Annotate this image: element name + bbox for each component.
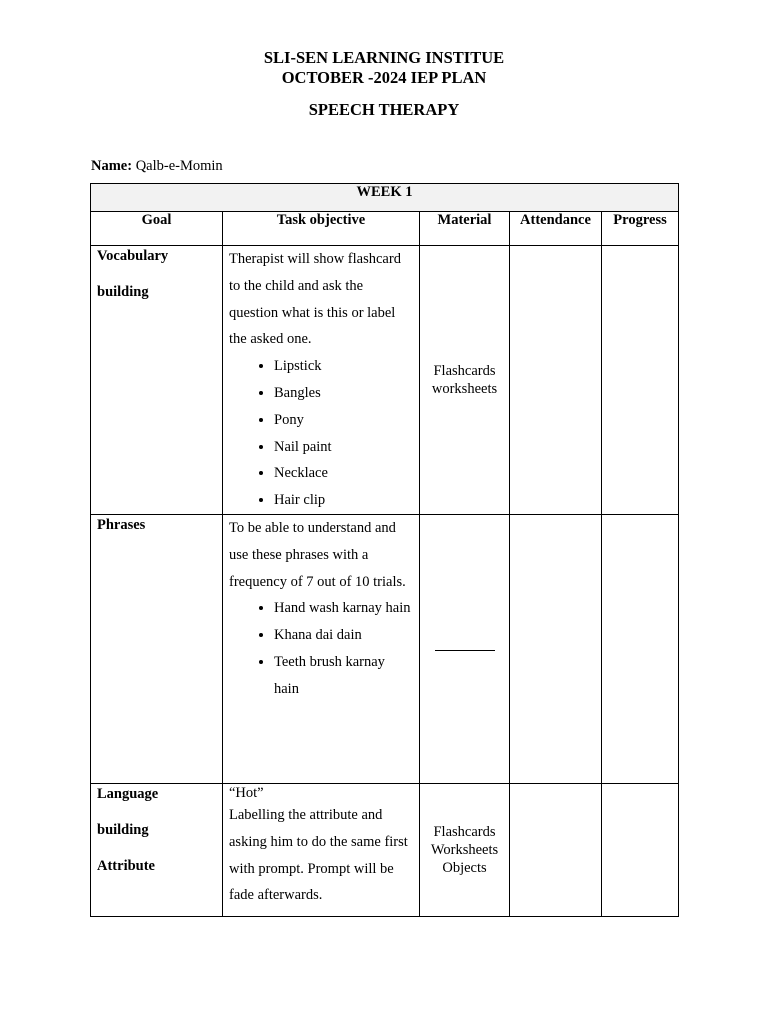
subject-title: SPEECH THERAPY (308, 100, 460, 119)
attendance-cell (510, 783, 602, 916)
progress-cell (602, 514, 679, 783)
goal-line: Phrases (97, 516, 146, 533)
attendance-cell (510, 514, 602, 783)
col-material: Material (420, 212, 510, 246)
list-item: • Lipstick (274, 353, 413, 380)
plan-title: OCTOBER -2024 IEP PLAN (281, 68, 487, 87)
material-cell (420, 783, 510, 916)
progress-cell (602, 783, 679, 916)
iep-table (90, 183, 679, 917)
task-intro: Therapist will show flashcard to the child and ask the question what is this or label the asked one. (229, 251, 401, 348)
week-row (91, 184, 679, 212)
material-cell (420, 246, 510, 515)
table-row (91, 246, 679, 515)
goal-line: Attribute (97, 857, 155, 874)
column-header-row (91, 212, 679, 246)
list-item: • Pony (274, 407, 413, 434)
goal-line: Language (97, 785, 159, 802)
list-item: • Khana dai dain (274, 622, 413, 649)
goal-line: Vocabulary (97, 248, 169, 264)
material-line: Objects (442, 859, 487, 876)
task-cell (223, 783, 420, 916)
progress-cell (602, 246, 679, 515)
list-item: • Necklace (274, 460, 413, 487)
material-line: Flashcards (433, 823, 496, 840)
task-list (229, 595, 413, 702)
list-item: • Bangles (274, 380, 413, 407)
col-goal: Goal (91, 212, 223, 246)
institute-title: SLI-SEN LEARNING INSTITUE (263, 48, 505, 67)
task-list (229, 353, 413, 514)
list-item: • Hair clip (274, 487, 413, 514)
material-line: Worksheets (430, 841, 499, 858)
table-row (91, 783, 679, 916)
attendance-cell (510, 246, 602, 515)
col-attendance: Attendance (510, 212, 602, 246)
list-item: • Nail paint (274, 434, 413, 461)
blank-line (435, 649, 495, 651)
material-line: Flashcards (433, 362, 496, 379)
student-name-line (91, 157, 223, 175)
goal-line: building (97, 284, 149, 300)
col-progress: Progress (602, 212, 679, 246)
name-value: Qalb-e-Momin (135, 158, 223, 174)
material-line: worksheets (431, 380, 498, 397)
goal-cell (91, 246, 223, 515)
table-row (91, 514, 679, 783)
week-heading: WEEK 1 (91, 184, 679, 212)
task-cell (223, 514, 420, 783)
material-cell (420, 514, 510, 783)
task-intro: To be able to understand and use these phrases with a frequency of 7 out of 10 trials. (229, 519, 406, 590)
goal-cell (91, 783, 223, 916)
list-item: • Teeth brush karnay hain (274, 649, 413, 703)
goal-cell (91, 514, 223, 783)
task-intro: Labelling the attribute and asking him to do the same first with prompt. Prompt will be fade afterwards. (229, 806, 408, 904)
col-task-objective: Task objective (223, 212, 420, 246)
task-cell (223, 246, 420, 515)
name-label: Name: (91, 158, 133, 174)
task-title: “Hot” (229, 784, 264, 801)
list-item: • Hand wash karnay hain (274, 595, 413, 622)
goal-line: building (97, 821, 149, 838)
